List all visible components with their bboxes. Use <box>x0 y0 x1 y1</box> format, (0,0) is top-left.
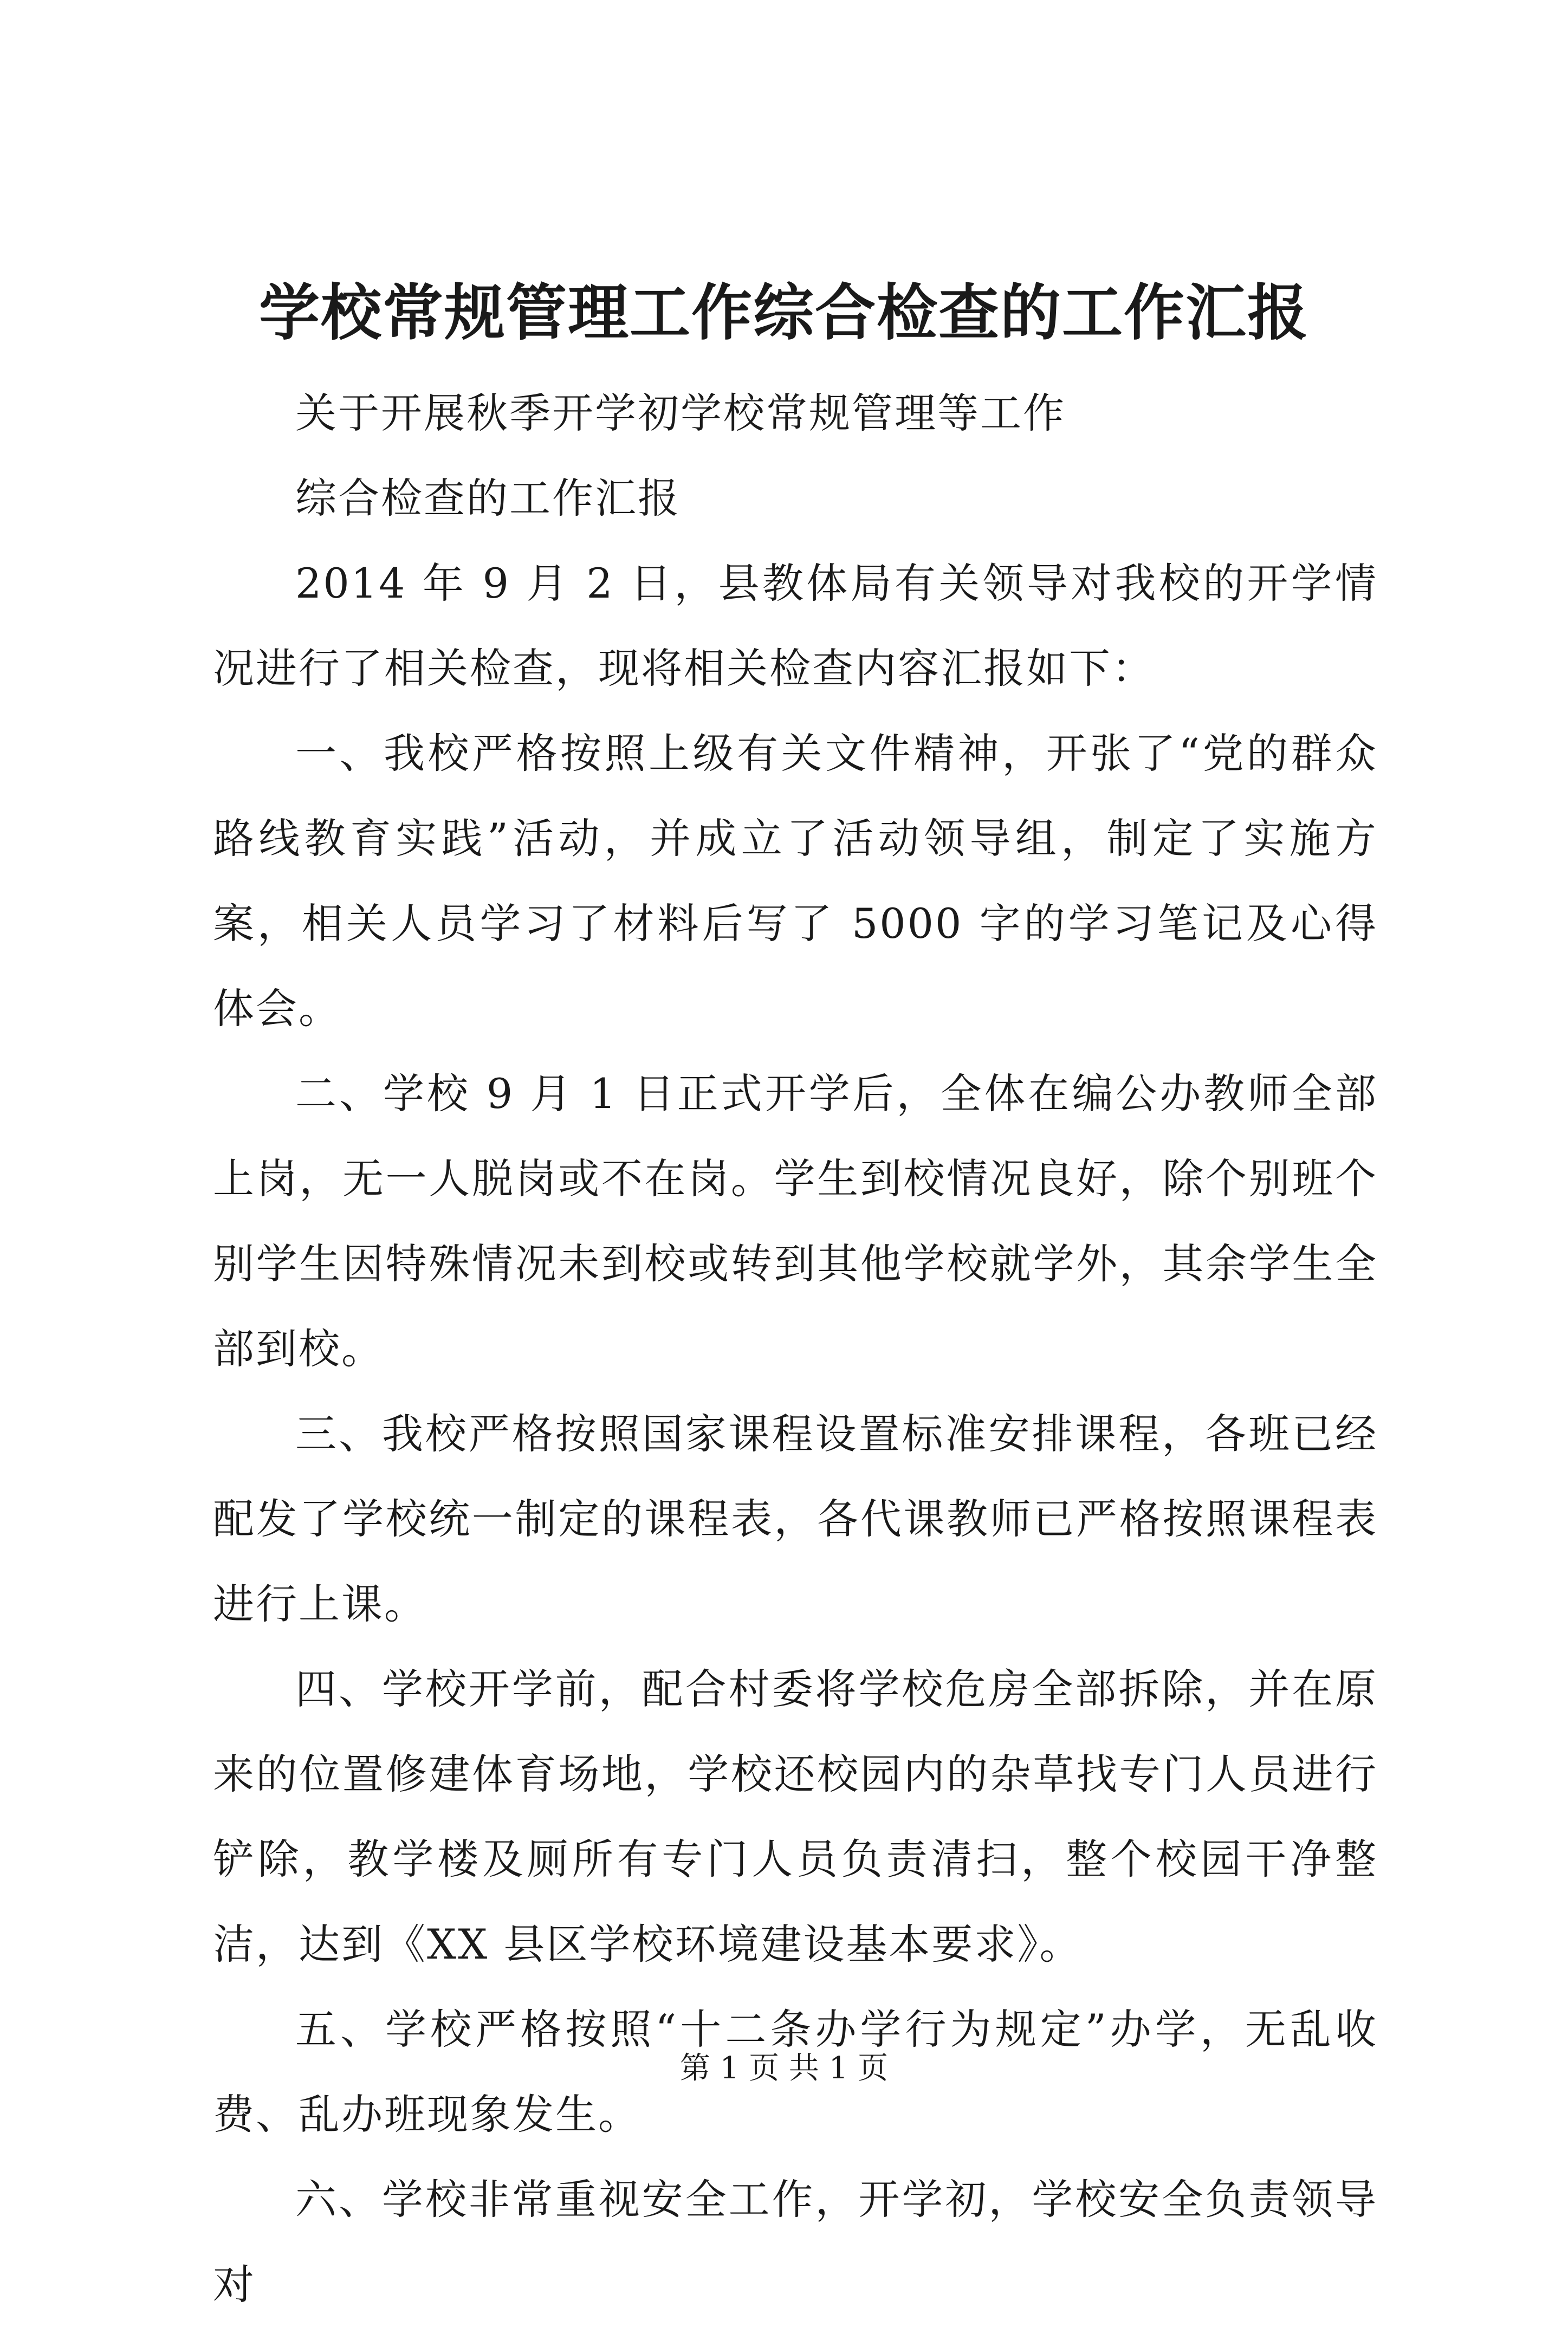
section-5-paragraph: 五、学校严格按照“十二条办学行为规定”办学，无乱收费、乱办班现象发生。 <box>213 2005 1378 2138</box>
subtitle-line-1: 关于开展秋季开学初学校常规管理等工作 <box>295 389 1066 437</box>
document-title: 学校常规管理工作综合检查的工作汇报 <box>259 277 1309 348</box>
section-3-paragraph: 三、我校严格按照国家课程设置标准安排课程，各班已经配发了学校统一制定的课程表，各代课教师已严格按照课程表进行上课。 <box>213 1410 1378 1628</box>
section-1-paragraph: 一、我校严格按照上级有关文件精神，开张了“党的群众路线教育实践”活动，并成立了活动领导组，制定了实施方案，相关人员学习了材料后写了 5000 字的学习笔记及心得体会。 <box>213 729 1378 1033</box>
subtitle-line-2: 综合检查的工作汇报 <box>295 474 681 522</box>
intro-paragraph: 2014 年 9 月 2 日，县教体局有关领导对我校的开学情况进行了相关检查，现将相关检查内容汇报如下： <box>213 559 1378 692</box>
page-footer: 第 1 页 共 1 页 <box>679 2051 889 2086</box>
section-6-paragraph: 六、学校非常重视安全工作，开学初，学校安全负责领导对 <box>213 2175 1378 2309</box>
section-2-paragraph: 二、学校 9 月 1 日正式开学后，全体在编公办教师全部上岗，无一人脱岗或不在岗。学生到校情况良好，除个别班个别学生因特殊情况未到校或转到其他学校就学外，其余学生全部到校。 <box>213 1069 1378 1373</box>
document-body <box>213 371 1378 2327</box>
section-4-paragraph: 四、学校开学前，配合村委将学校危房全部拆除，并在原来的位置修建体育场地，学校还校园内的杂草找专门人员进行铲除，教学楼及厕所有专门人员负责清扫，整个校园干净整洁，达到《XX 县区学校环境建设基本要求》。 <box>213 1665 1378 1968</box>
